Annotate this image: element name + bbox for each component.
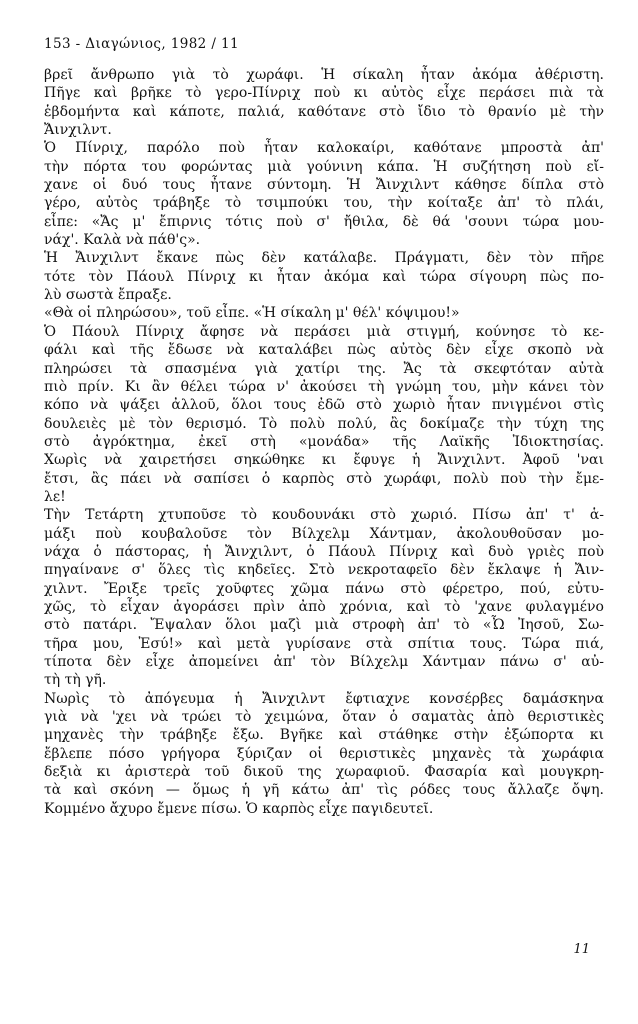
text-line: ἑβδομήντα καὶ κάποτε, παλιά, καθότανε στὸ ἴδιο τὸ θρανίο μὲ τὴν [44,103,605,120]
text-line: Ἄινχιλντ. [44,122,112,139]
text-line: Κομμένο ἄχυρο ἔμενε πίσω. Ὁ καρπὸς εἶχε παγιδευτεῖ. [44,800,434,817]
text-line: τότε τὸν Πάουλ Πίνριχ κι ἦταν ἀκόμα καὶ τώρα σίγουρη πὼς πο- [44,268,605,285]
text-line: Νωρὶς τὸ ἀπόγευμα ἡ Ἄινχιλντ ἔφτιαχνε κονσέρβες δαμάσκηνα [44,690,604,707]
body-text [44,66,604,818]
text-line: χῶς, τὸ εἶχαν ἀγοράσει πρὶν ἀπὸ χρόνια, καὶ τὸ 'χανε φυλαγμένο [44,598,604,615]
text-line: τὴ τὴ γῆ. [44,672,107,689]
text-line: κόπο νὰ ψάξει ἀλλοῦ, ὅλοι τους ἐδῶ στὸ χωριὸ ἦταν πνιγμένοι στὶς [44,397,604,414]
text-line: στὸ πατάρι. Ἔψαλαν ὅλοι μαζὶ μιὰ στροφὴ ἀπ' τὸ «Ὦ Ἰησοῦ, Σω- [44,617,604,634]
text-line: τὰ καὶ σκόνη — ὅμως ἡ γῆ κάτω ἀπ' τὶς ρόδες τους ἄλλαζε ὄψη. [44,782,604,799]
text-line: λε! [44,488,66,505]
text-line: φάλι καὶ τῆς ἔδωσε νὰ καταλάβει πὼς αὐτὸς δὲν εἶχε σκοπὸ νὰ [44,342,604,359]
text-line: δουλειὲς μὲ τὸν θερισμό. Τὸ πολὺ πολύ, ἂς δοκίμαζε τὴν τύχη της [44,415,605,432]
text-line: νάχ'. Καλὰ νὰ πάθ'ς». [44,232,201,249]
text-line: βρεῖ ἄνθρωπο γιὰ τὸ χωράφι. Ἡ σίκαλη ἦταν ἀκόμα ἀθέριστη. [44,67,604,83]
page-number: 11 [573,942,590,957]
text-line: μηχανὲς τὴν τράβηξε ἔξω. Βγῆκε καὶ στάθηκε στὴν ἐξώπορτα κι [44,727,604,744]
text-line: χανε οἱ δυό τους ἦτανε σύντομη. Ἡ Ἄινχιλντ κάθησε δίπλα στὸ [44,177,605,194]
text-line: τίποτα δὲν εἶχε ἀπομείνει ἀπ' τὸν Βίλχελμ Χάντμαν πάνω σ' αὐ- [44,654,604,670]
text-line: «Θὰ οἱ πληρώσου», τοῦ εἶπε. «Ἡ σίκαλη μ' θέλ' κόψιμου!» [44,305,460,322]
text-line: πηγαίνανε σ' ὅλες τὶς κηδεῖες. Στὸ νεκροταφεῖο δὲν ἔκλαψε ἡ Ἄιν- [44,562,604,579]
text-line: Ὁ Πάουλ Πίνριχ ἄφησε νὰ περάσει μιὰ στιγμή, κούνησε τὸ κε- [44,323,605,340]
text-line: χιλντ. Ἔριξε τρεῖς χοῦφτες χῶμα πάνω στὸ φέρετρο, πού, εὐτυ- [44,580,604,597]
text-line: τῆρα μου, Ἐσύ!» καὶ μετὰ γυρίσανε στὰ σπίτια τους. Τώρα πιά, [44,635,605,652]
text-line: γέρο, αὐτὸς τράβηξε τὸ τσιμπούκι του, τὴν κοίταξε ἀπ' τὸ πλάι, [44,195,604,212]
text-line: Χωρὶς νὰ χαιρετήσει σηκώθηκε κι ἔφυγε ἡ Ἄινχιλντ. Ἀφοῦ 'ναι [44,452,604,469]
text-line: λὺ σωστὰ ἔπραξε. [44,287,172,304]
text-line: νάχα ὁ πάστορας, ἡ Ἄινχιλντ, ὁ Πάουλ Πίνριχ καὶ δυὸ γριὲς ποὺ [44,543,605,560]
text-line: μάξι ποὺ κουβαλοῦσε τὸν Βίλχελμ Χάντμαν, ἀκολουθοῦσαν μο- [44,525,604,542]
text-line: Τὴν Τετάρτη χτυποῦσε τὸ κουδουνάκι στὸ χωριό. Πίσω ἀπ' τ' ἁ- [44,507,604,524]
text-line: πληρώσει τὰ σπασμένα γιὰ χατίρι της. Ἄς τὰ σκεφτόταν αὐτὰ [44,360,604,377]
text-line: Πῆγε καὶ βρῆκε τὸ γερο-Πίνριχ ποὺ κι αὐτὸς εἶχε περάσει πιὰ τὰ [44,85,605,102]
text-line: ἔτσι, ἂς πάει νὰ σαπίσει ὁ καρπὸς στὸ χωράφι, πολὺ ποὺ τὴν ἔμε- [44,470,605,487]
text-line: Ὁ Πίνριχ, παρόλο ποὺ ἦταν καλοκαίρι, καθότανε μπροστὰ ἀπ' [44,140,605,157]
text-line: ἔβλεπε πόσο γρήγορα ξύριζαν οἱ θεριστικὲς μηχανὲς τὰ χωράφια [44,745,604,762]
text-line: τὴν πόρτα του φορώντας μιὰ γούνινη κάπα. Ἡ συζήτηση ποὺ εἴ- [44,158,604,175]
text-line: γιὰ νὰ 'χει νὰ τρώει τὸ χειμώνα, ὅταν ὁ σαματὰς ἀπὸ θεριστικὲς [44,709,604,726]
text-line: πιὸ πρίν. Κι ἂν θέλει τώρα ν' ἀκούσει τὴ γνώμη του, μὴν κάνει τὸν [44,378,605,395]
text-line: Ἡ Ἄινχιλντ ἔκανε πὼς δὲν κατάλαβε. Πράγματι, δὲν τὸν πῆρε [44,250,605,267]
book-page [44,0,604,1024]
text-line: δεξιὰ κι ἀριστερὰ τοῦ δικοῦ της χωραφιοῦ. Φασαρία καὶ μουγκρη- [44,764,604,781]
text-line: εἶπε: «Ἄς μ' ἔπιρνις τότις ποὺ σ' ἤθιλα, δὲ θά 'σουνι τώρα μου- [44,213,605,230]
text-line: στὸ ἀγρόκτημα, ἐκεῖ στὴ «μονάδα» τῆς Λαϊκῆς Ἰδιοκτησίας. [44,433,604,450]
running-head: 153 - Διαγώνιος, 1982 / 11 [44,36,239,52]
